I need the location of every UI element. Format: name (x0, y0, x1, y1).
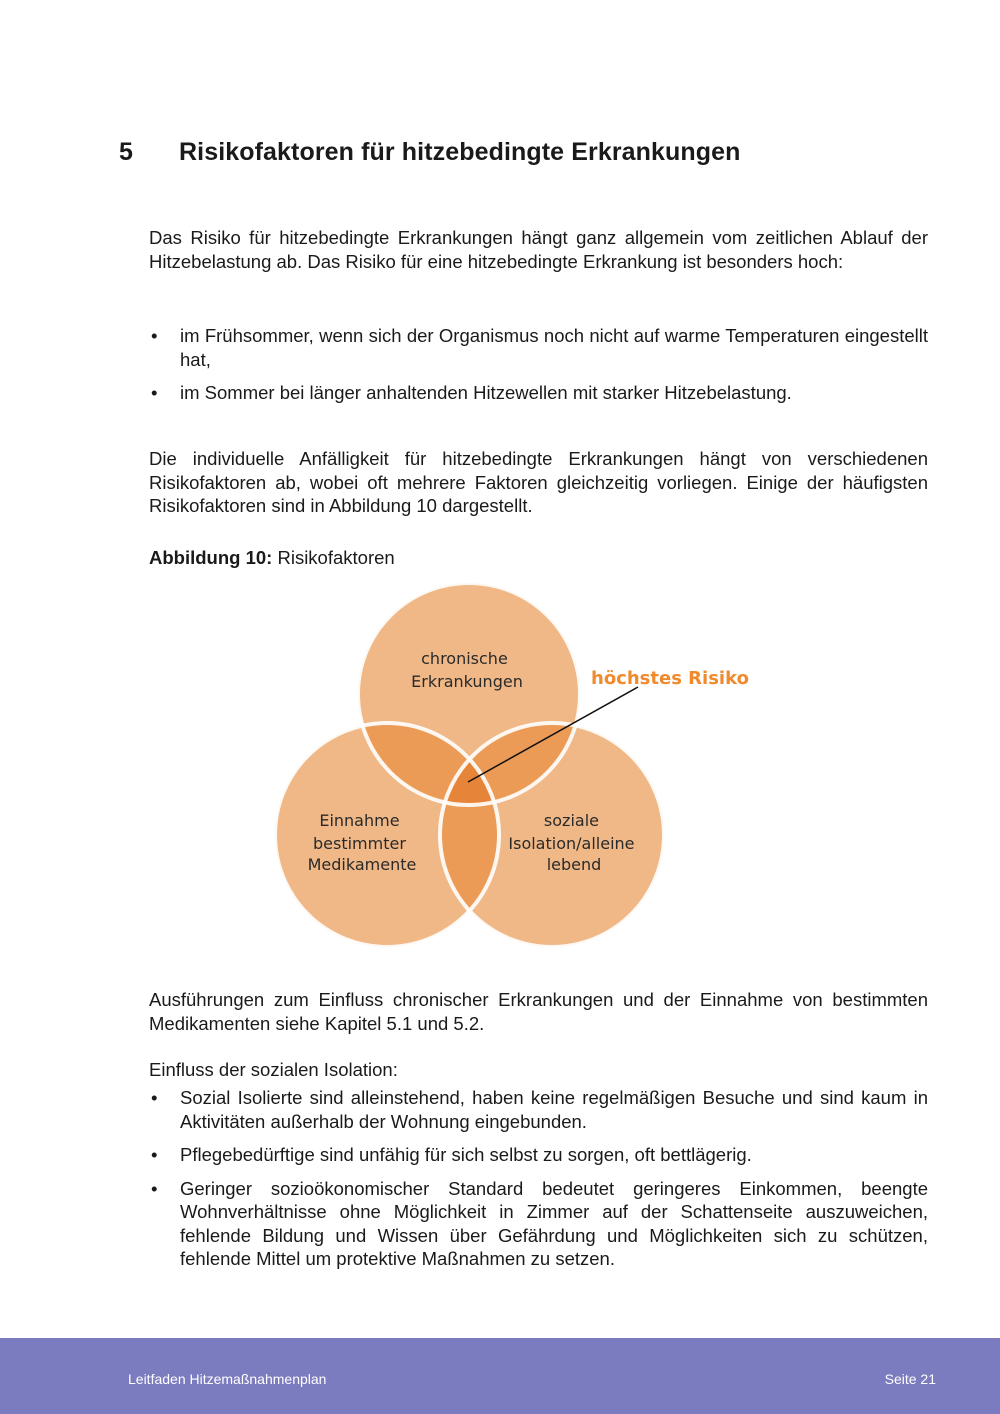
bullet-icon: • (151, 325, 158, 346)
after-figure-paragraph: Ausführungen zum Einfluss chronischer Erkrankungen und der Einnahme von bestimmten Medikamenten siehe Kapitel 5.1 und 5.2. (149, 989, 928, 1034)
risk-times-list (149, 324, 928, 405)
list-item (149, 1177, 928, 1271)
venn-diagram (260, 570, 760, 960)
social-isolation-list (149, 1086, 928, 1271)
page-footer (0, 1338, 1000, 1414)
bullet-icon: • (151, 1144, 158, 1165)
chapter-number: 5 (119, 138, 134, 166)
page-number: Seite 21 (884, 1371, 936, 1387)
intro-paragraph: Das Risiko für hitzebedingte Erkrankungen hängt ganz allgemein vom zeitlichen Ablauf der Hitzebelastung ab. Das Risiko für eine hitzebedingte Erkrankung ist besonders hoch: (149, 227, 928, 272)
bullet-icon: • (151, 382, 158, 403)
bullet-icon: • (151, 1087, 158, 1108)
list-item-text: Geringer sozioökonomischer Standard bedeutet geringeres Einkommen, beengte Wohnverhältnisse ohne Möglichkeit in Zimmer auf der Schattenseite auszuweichen, fehlende Bildung und Wissen über Gefährdung und Möglichkeiten sich zu schützen, fehlende Mittel um protektive Maßnahmen zu setzen. (180, 1177, 928, 1269)
list-item-text: im Sommer bei länger anhaltenden Hitzewellen mit starker Hitzebelastung. (180, 382, 792, 403)
individual-paragraph: Die individuelle Anfälligkeit für hitzebedingte Erkrankungen hängt von verschiedenen Risikofaktoren ab, wobei oft mehrere Faktoren gleichzeitig vorliegen. Einige der häufigsten Risikofaktoren sind in Abbildung 10 dargestellt. (149, 448, 928, 516)
chapter-heading (119, 138, 741, 167)
list-item-text: im Frühsommer, wenn sich der Organismus noch nicht auf warme Temperaturen eingestellt hat, (180, 325, 928, 370)
list-item (149, 381, 928, 405)
list-item-text: Pflegebedürftige sind unfähig für sich selbst zu sorgen, oft bettlägerig. (180, 1144, 752, 1165)
social-heading: Einfluss der sozialen Isolation: (149, 1059, 398, 1080)
chapter-title: Risikofaktoren für hitzebedingte Erkrankungen (179, 138, 741, 166)
list-item (149, 1086, 928, 1133)
list-item-text: Sozial Isolierte sind alleinstehend, haben keine regelmäßigen Besuche und sind kaum in Aktivitäten außerhalb der Wohnung eingebunden. (180, 1087, 928, 1132)
label-chronic-diseases: chronische Erkrankungen (411, 649, 523, 691)
figure-caption (149, 546, 395, 570)
label-medication: Einnahme bestimmter Medikamente (307, 811, 417, 874)
highest-risk-label: höchstes Risiko (591, 668, 749, 689)
footer-title: Leitfaden Hitzemaßnahmenplan (128, 1371, 327, 1387)
list-item (149, 324, 928, 371)
list-item (149, 1143, 928, 1167)
label-social-isolation: soziale Isolation/alleine lebend (508, 811, 635, 874)
figure-label: Abbildung 10: (149, 547, 273, 568)
figure-title: Risikofaktoren (277, 547, 395, 568)
bullet-icon: • (151, 1177, 158, 1199)
